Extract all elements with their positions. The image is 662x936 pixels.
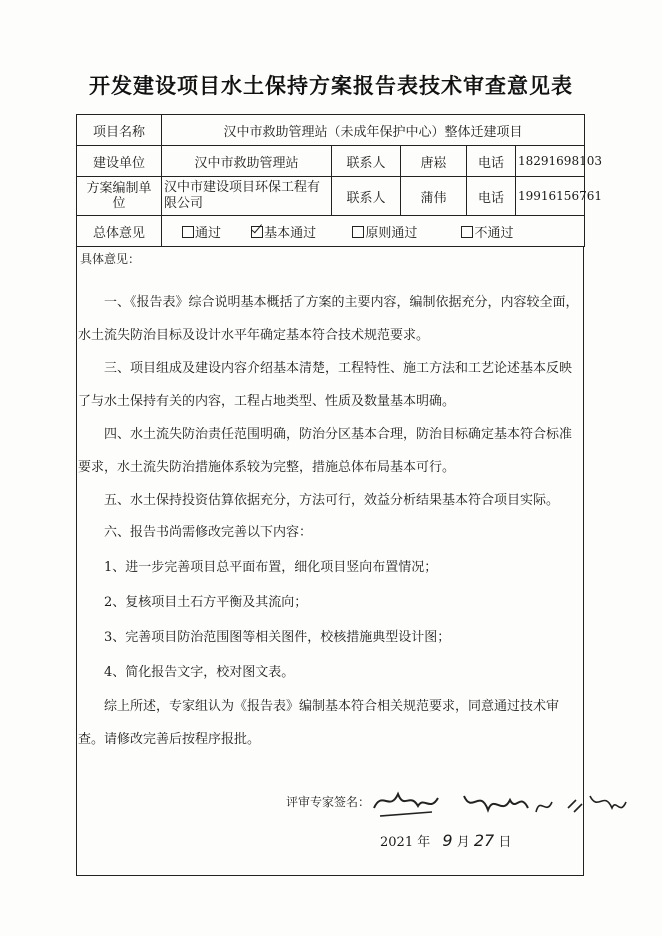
date-month-unit: 月 xyxy=(456,835,470,850)
phone-value-1: 18291698103 xyxy=(516,146,585,177)
signature-label: 评审专家签名： xyxy=(286,795,371,809)
project-name-label: 项目名称 xyxy=(77,115,162,146)
project-name-row xyxy=(77,115,585,146)
overall-label: 总体意见 xyxy=(77,216,162,247)
compiler-label: 方案编制单位 xyxy=(77,177,162,216)
opinion-item-4: 4、简化报告文字，校对图文表。 xyxy=(104,665,295,680)
opinions-label: 具体意见： xyxy=(80,252,141,266)
phone-value-2: 19916156761 xyxy=(516,177,585,216)
opinion-paragraph-1: 一、《报告表》综合说明基本概括了方案的主要内容，编制依据充分，内容较全面，水土流失防治目标及设计水平年确定基本符合技术规范要求。 xyxy=(78,295,579,343)
option-fail[interactable]: 不通过 xyxy=(461,222,513,241)
checkbox-icon[interactable] xyxy=(352,226,364,238)
handwritten-signatures xyxy=(368,782,628,830)
compiler-row xyxy=(77,177,585,216)
contact-value-2: 蒲伟 xyxy=(401,177,467,216)
opinion-paragraph-3: 四、水土流失防治责任范围明确，防治分区基本合理，防治目标确定基本符合标准要求，水土流失防治措施体系较为完整，措施总体布局基本可行。 xyxy=(78,427,573,475)
compiler-value: 汉中市建设项目环保工程有限公司 xyxy=(162,177,332,216)
project-name-value: 汉中市救助管理站（未成年保护中心）整体迁建项目 xyxy=(162,115,585,146)
opinion-item-3: 3、完善项目防治范围图等相关图件，校核措施典型设计图； xyxy=(104,630,451,645)
option-pass[interactable]: 通过 xyxy=(182,222,221,241)
checkbox-icon[interactable] xyxy=(182,226,194,238)
opinion-conclusion: 综上所述，专家组认为《报告表》编制基本符合相关规范要求，同意通过技术审查。请修改完善后按程序报批。 xyxy=(78,699,560,747)
option-basic-pass[interactable]: 基本通过 xyxy=(251,222,316,241)
opinion-paragraph-2: 三、项目组成及建设内容介绍基本清楚，工程特性、施工方法和工艺论述基本反映了与水土保持有关的内容，工程占地类型、性质及数量基本明确。 xyxy=(78,361,573,409)
date-month: 9 xyxy=(442,831,453,850)
opinion-paragraph-4: 五、水土保持投资估算依据充分，方法可行，效益分析结果基本符合项目实际。 xyxy=(104,493,560,508)
contact-label-2: 联系人 xyxy=(332,177,401,216)
signature-date xyxy=(380,831,511,850)
builder-value: 汉中市救助管理站 xyxy=(162,146,332,177)
checkbox-checked-icon[interactable] xyxy=(251,226,263,238)
phone-label-1: 电话 xyxy=(467,146,516,177)
overall-options xyxy=(162,216,585,247)
builder-row xyxy=(77,146,585,177)
builder-label: 建设单位 xyxy=(77,146,162,177)
phone-label-2: 电话 xyxy=(467,177,516,216)
contact-value-1: 唐崧 xyxy=(401,146,467,177)
contact-label-1: 联系人 xyxy=(332,146,401,177)
project-info-table xyxy=(76,114,602,247)
date-year-unit: 年 xyxy=(417,835,431,850)
page-title: 开发建设项目水土保持方案报告表技术审查意见表 xyxy=(89,74,573,98)
date-day-unit: 日 xyxy=(498,835,512,850)
option-principle-pass[interactable]: 原则通过 xyxy=(352,222,417,241)
date-year: 2021 xyxy=(380,835,414,850)
opinion-paragraph-5: 六、报告书尚需修改完善以下内容： xyxy=(104,525,313,540)
overall-row xyxy=(77,216,585,247)
opinion-item-1: 1、进一步完善项目总平面布置，细化项目竖向布置情况； xyxy=(104,560,438,575)
opinion-item-2: 2、复核项目土石方平衡及其流向； xyxy=(104,595,308,610)
checkbox-icon[interactable] xyxy=(461,226,473,238)
date-day: 27 xyxy=(473,831,495,850)
